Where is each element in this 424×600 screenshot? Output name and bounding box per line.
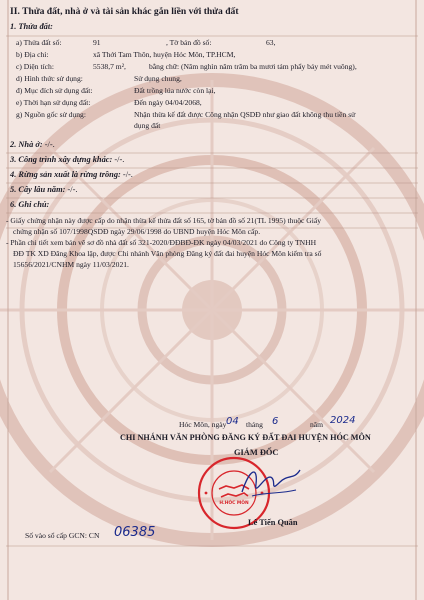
registry-number: 06385 xyxy=(114,525,156,540)
trees-value: -/-. xyxy=(67,185,78,194)
purpose-label: đ) Mục đích sử dụng đất: xyxy=(16,86,93,95)
area-in-words: bằng chữ: (Năm nghìn năm trăm ba mươi tám phẩy bảy mét vuông), xyxy=(149,62,357,71)
note-line: ĐĐ TK XD Đăng Khoa lập, được Chi nhánh Văn phòng Đăng ký đất đai huyện Hóc Môn kiểm tra số xyxy=(13,249,322,258)
note-line: chứng nhận số 107/1998QSDĐ ngày 29/06/1998 do UBND huyện Hóc Môn cấp. xyxy=(13,227,261,236)
map-label: , Tờ bản đồ số: xyxy=(166,38,212,47)
date-month-label: tháng xyxy=(246,420,263,429)
office-name: CHI NHÁNH VĂN PHÒNG ĐĂNG KÝ ĐẤT ĐAI HUYỆN HÓC MÔN xyxy=(120,433,371,442)
address-value: xã Thới Tam Thôn, huyện Hóc Môn, TP.HCM, xyxy=(93,50,236,59)
area-value: 5538,7 m², xyxy=(93,62,126,71)
construction-value: -/-. xyxy=(114,155,125,164)
address-label: b) Địa chỉ: xyxy=(16,50,49,59)
term-label: e) Thời hạn sử dụng đất: xyxy=(16,98,91,107)
origin-label: g) Nguồn gốc sử dụng: xyxy=(16,110,86,119)
house-label: 2. Nhà ở: xyxy=(10,140,43,149)
use-form-value: Sử dụng chung, xyxy=(134,74,182,83)
signature-mark xyxy=(236,458,306,504)
land-heading: 1. Thửa đất: xyxy=(10,22,53,31)
map-number: 63, xyxy=(266,38,276,47)
note-line: - Giấy chứng nhận này được cấp do nhận thừa kế thửa đất số 165, tờ bản đồ số 21(TL 1995) thuộc Giấy xyxy=(6,216,322,225)
forest-value: -/-. xyxy=(122,170,133,179)
construction-row xyxy=(10,155,124,165)
note-line: 15656/2021/CNHM ngày 11/03/2021. xyxy=(13,260,129,269)
parcel-label: a) Thửa đất số: xyxy=(16,38,62,47)
section-title: II. Thửa đất, nhà ở và tài sản khác gắn liền với thửa đất xyxy=(10,6,239,17)
svg-text:H.HÓC MÔN: H.HÓC MÔN xyxy=(219,501,249,506)
house-row xyxy=(10,140,55,150)
registry-label: Số vào sổ cấp GCN: CN xyxy=(25,531,100,540)
purpose-value: Đất trồng lúa nước còn lại, xyxy=(134,86,216,95)
date-year: 2024 xyxy=(330,415,356,426)
house-value: -/-. xyxy=(44,140,55,149)
forest-row xyxy=(10,170,133,180)
parcel-number: 91 xyxy=(93,38,101,47)
term-value: Đến ngày 04/04/2068, xyxy=(134,98,202,107)
date-month: 6 xyxy=(272,416,279,427)
use-form-label: d) Hình thức sử dụng: xyxy=(16,74,83,83)
notes-label: 6. Ghi chú: xyxy=(10,200,50,209)
signer-name: Lê Tiến Quân xyxy=(248,518,298,527)
trees-row xyxy=(10,185,77,195)
date-day: 04 xyxy=(226,416,239,427)
trees-label: 5. Cây lâu năm: xyxy=(10,185,66,194)
date-year-label: năm xyxy=(310,420,324,429)
area-label: c) Diện tích: xyxy=(16,62,54,71)
construction-label: 3. Công trình xây dựng khác: xyxy=(10,155,113,164)
note-line: - Phần chi tiết xem bản vẽ sơ đồ nhà đất số 321-2020/ĐĐBĐ-ĐK ngày 04/03/2021 do Công ty TNHH xyxy=(6,238,317,247)
forest-label: 4. Rừng sản xuất là rừng trồng: xyxy=(10,170,121,179)
date-place: Hóc Môn, ngày xyxy=(179,420,227,429)
director-title: GIÁM ĐỐC xyxy=(234,448,279,457)
origin-value-line2: dụng đất xyxy=(134,121,161,130)
origin-value-line1: Nhận thừa kế đất được Công nhận QSDĐ như giao đất không thu tiền sử xyxy=(134,110,356,119)
